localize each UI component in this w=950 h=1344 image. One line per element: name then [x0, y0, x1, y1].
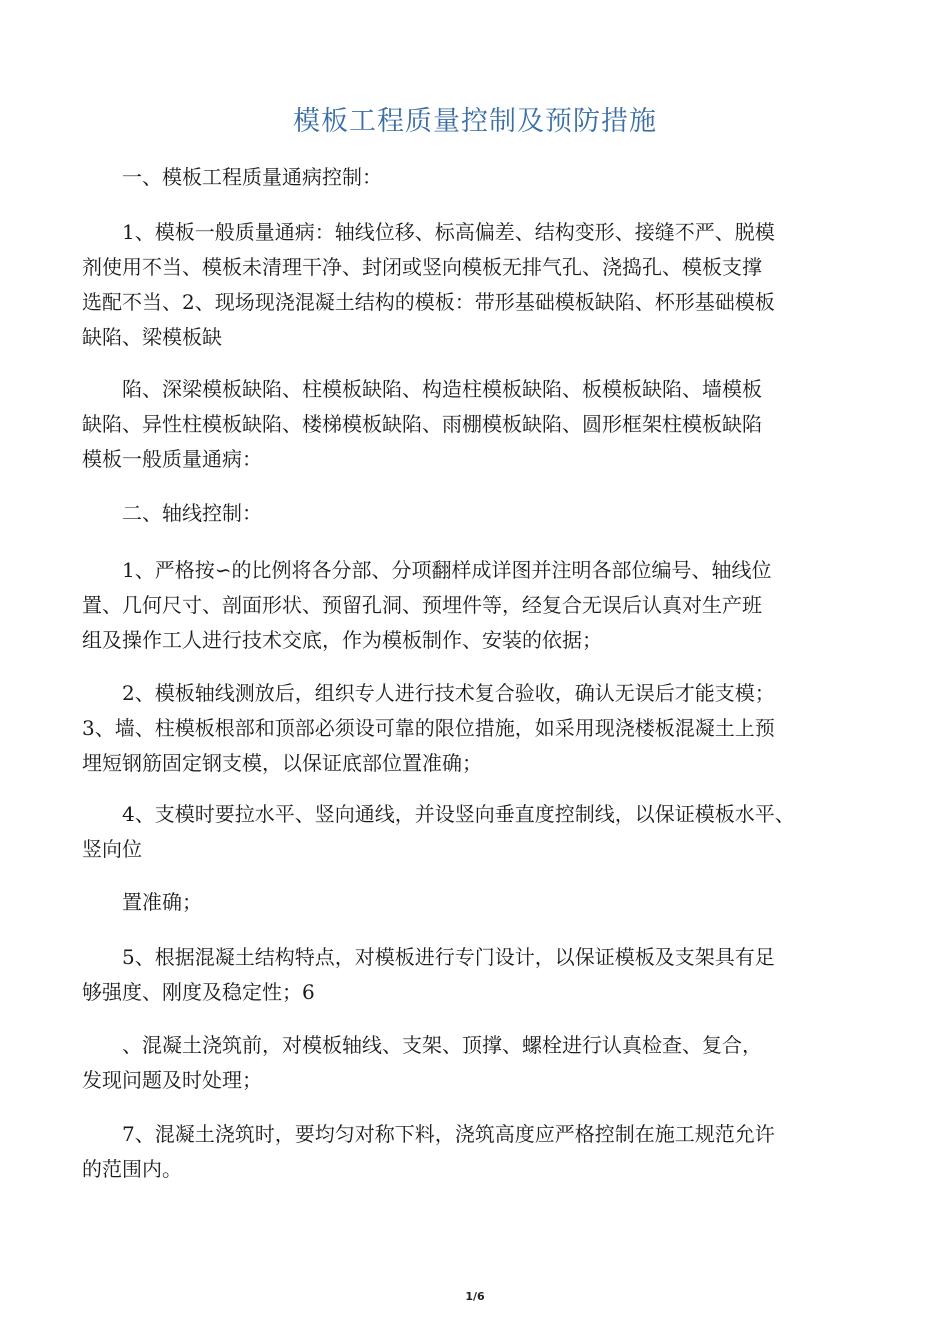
text-line: 够强度、刚度及稳定性；6 — [82, 980, 315, 1004]
paragraph-quality-issues-heading — [82, 160, 882, 195]
paragraph-item-5 — [82, 940, 882, 1010]
paragraph-axis-control-heading — [82, 496, 882, 531]
text-line: 置准确； — [82, 890, 202, 914]
paragraph-item-6 — [82, 1028, 882, 1098]
text-line: 剂使用不当、模板未清理干净、封闭或竖向模板无排气孔、浇捣孔、模板支撑 — [82, 255, 762, 279]
text-line: 二、轴线控制： — [82, 501, 262, 525]
text-line: 2、模板轴线测放后，组织专人进行技术复合验收，确认无误后才能支模； — [82, 681, 775, 705]
text-line: 1、模板一般质量通病：轴线位移、标高偏差、结构变形、接缝不严、脱模 — [82, 220, 775, 244]
text-line: 缺陷、异性柱模板缺陷、楼梯模板缺陷、雨棚模板缺陷、圆形框架柱模板缺陷 — [82, 412, 762, 436]
text-line: 、混凝土浇筑前，对模板轴线、支架、顶撑、螺栓进行认真检查、复合， — [82, 1033, 762, 1057]
paragraph-defect-list — [82, 372, 882, 477]
paragraph-item-4-continued — [82, 885, 882, 920]
text-line: 缺陷、梁模板缺 — [82, 325, 222, 349]
text-line: 1、严格按∽的比例将各分部、分项翻样成详图并注明各部位编号、轴线位 — [82, 558, 772, 582]
paragraph-item-1 — [82, 553, 882, 658]
text-line: 竖向位 — [82, 837, 142, 861]
text-line: 3、墙、柱模板根部和顶部必须设可靠的限位措施，如采用现浇楼板混凝土上预 — [82, 716, 775, 740]
text-line: 一、模板工程质量通病控制： — [82, 165, 382, 189]
paragraph-item-4 — [82, 797, 882, 867]
text-line: 的范围内。 — [82, 1157, 182, 1181]
text-line: 模板一般质量通病： — [82, 447, 262, 471]
paragraph-item-7 — [82, 1117, 882, 1187]
document-title: 模板工程质量控制及预防措施 — [293, 106, 657, 137]
text-line: 陷、深梁模板缺陷、柱模板缺陷、构造柱模板缺陷、板模板缺陷、墙模板 — [82, 377, 762, 401]
page-number: 1/6 — [465, 1290, 485, 1303]
paragraph-item-2-3 — [82, 676, 882, 781]
paragraph-general-quality-issues — [82, 215, 882, 355]
text-line: 置、几何尺寸、剖面形状、预留孔洞、预埋件等，经复合无误后认真对生产班 — [82, 593, 762, 617]
text-line: 发现问题及时处理； — [82, 1068, 262, 1092]
text-line: 组及操作工人进行技术交底，作为模板制作、安装的依据； — [82, 628, 602, 652]
text-line: 埋短钢筋固定钢支模，以保证底部位置准确； — [82, 751, 482, 775]
text-line: 5、根据混凝土结构特点，对模板进行专门设计，以保证模板及支架具有足 — [82, 945, 775, 969]
text-line: 4、支模时要拉水平、竖向通线，并设竖向垂直度控制线，以保证模板水平、 — [82, 802, 795, 826]
text-line: 选配不当、2、现场现浇混凝土结构的模板：带形基础模板缺陷、杯形基础模板 — [82, 290, 775, 314]
text-line: 7、混凝土浇筑时，要均匀对称下料，浇筑高度应严格控制在施工规范允许 — [82, 1122, 775, 1146]
